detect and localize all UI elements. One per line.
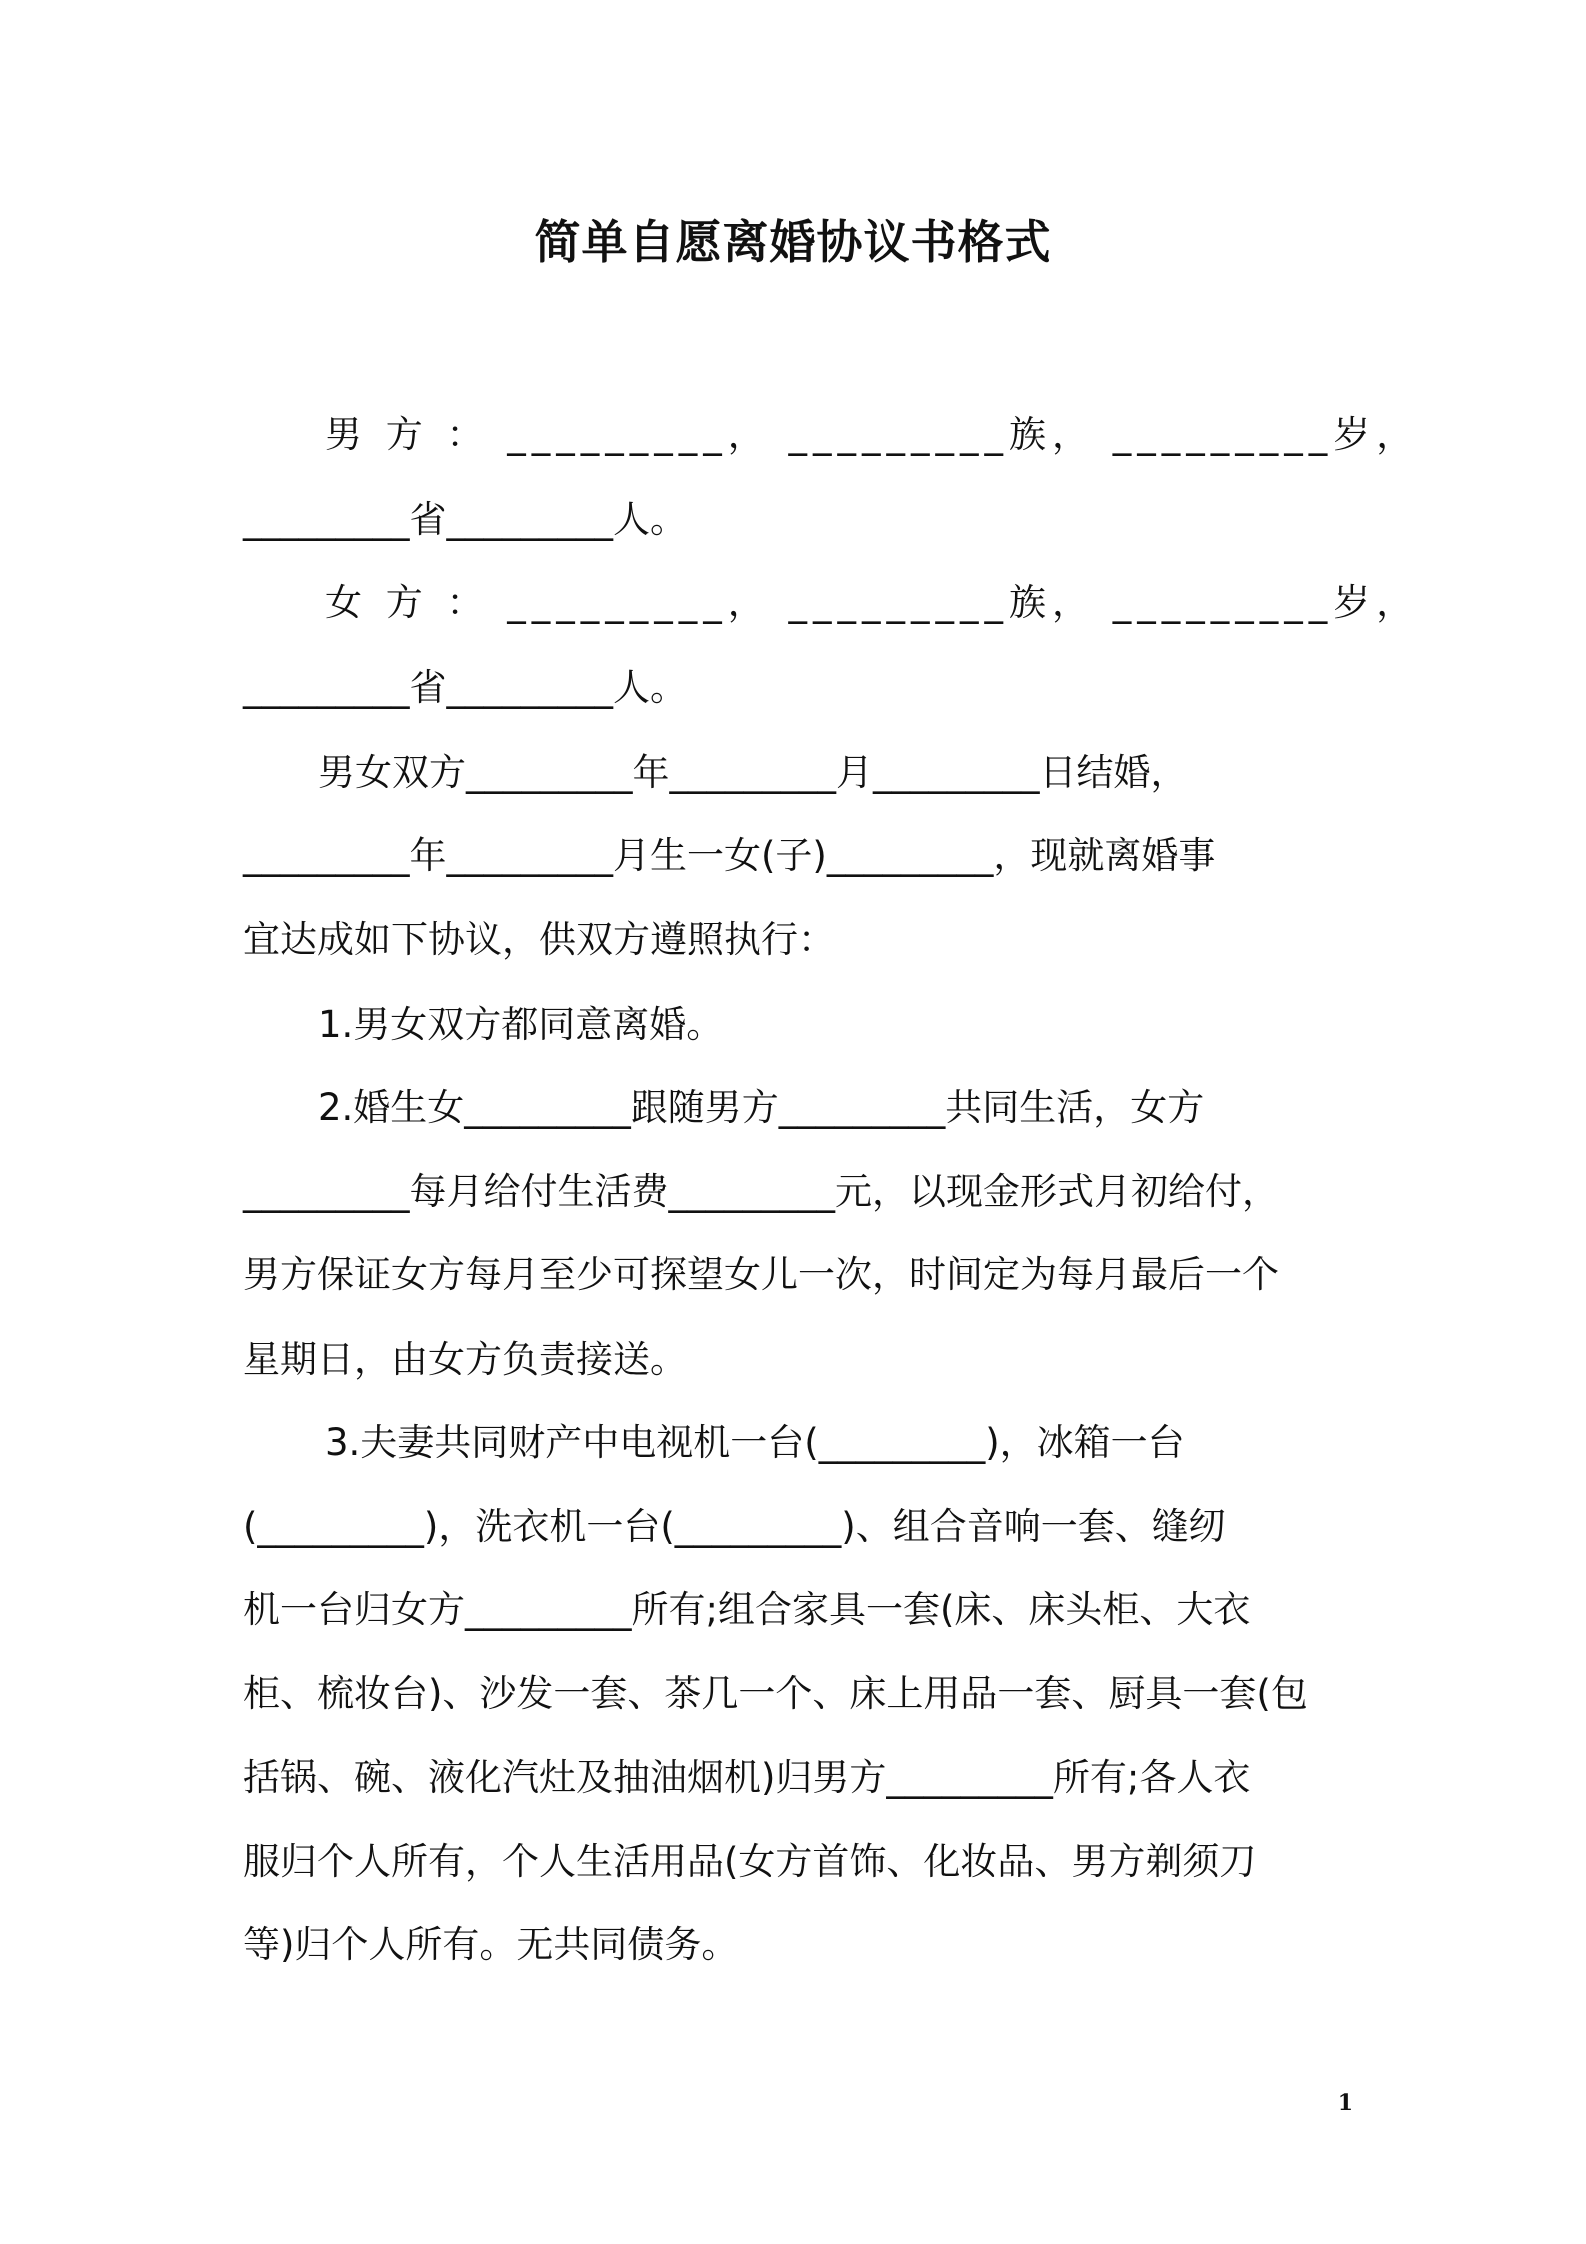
- clause-1: 1.男女双方都同意离婚。: [318, 1003, 724, 1046]
- page-number: 1: [1337, 2090, 1353, 2116]
- male-party-origin-line: _________省_________人。: [243, 498, 687, 541]
- female-party-line: 女 方 ： _________， _________族， _________岁，: [325, 581, 1420, 624]
- child-birth-line: _________年_________月生一女(子)_________，现就离婚事: [243, 834, 1216, 877]
- agreement-intro-line: 宜达成如下协议，供双方遵照执行：: [243, 918, 835, 961]
- clause-3-line-2: (_________)，洗衣机一台(_________)、组合音响一套、缝纫: [243, 1505, 1226, 1548]
- clause-2-line-1: 2.婚生女_________跟随男方_________共同生活，女方: [318, 1086, 1205, 1129]
- clause-2-line-4: 星期日，由女方负责接送。: [243, 1338, 687, 1381]
- clause-2-line-2: _________每月给付生活费_________元，以现金形式月初给付，: [243, 1170, 1279, 1213]
- clause-3-line-3: 机一台归女方_________所有;组合家具一套(床、床头柜、大衣: [243, 1588, 1251, 1631]
- clause-3-line-6: 服归个人所有，个人生活用品(女方首饰、化妆品、男方剃须刀: [243, 1840, 1257, 1883]
- male-party-line: 男 方 ： _________， _________族， _________岁，: [325, 413, 1420, 456]
- clause-3-line-4: 柜、梳妆台)、沙发一套、茶几一个、床上用品一套、厨具一套(包: [243, 1672, 1308, 1715]
- female-party-origin-line: _________省_________人。: [243, 666, 687, 709]
- clause-2-line-3: 男方保证女方每月至少可探望女儿一次，时间定为每月最后一个: [243, 1253, 1279, 1296]
- clause-3-line-1: 3.夫妻共同财产中电视机一台(_________)，冰箱一台: [325, 1421, 1185, 1464]
- document-title: 简单自愿离婚协议书格式: [534, 215, 1052, 269]
- clause-3-line-7: 等)归个人所有。无共同债务。: [243, 1923, 739, 1966]
- clause-3-line-5: 括锅、碗、液化汽灶及抽油烟机)归男方_________所有;各人衣: [243, 1756, 1251, 1799]
- marriage-date-line: 男女双方_________年_________月_________日结婚，: [318, 751, 1188, 794]
